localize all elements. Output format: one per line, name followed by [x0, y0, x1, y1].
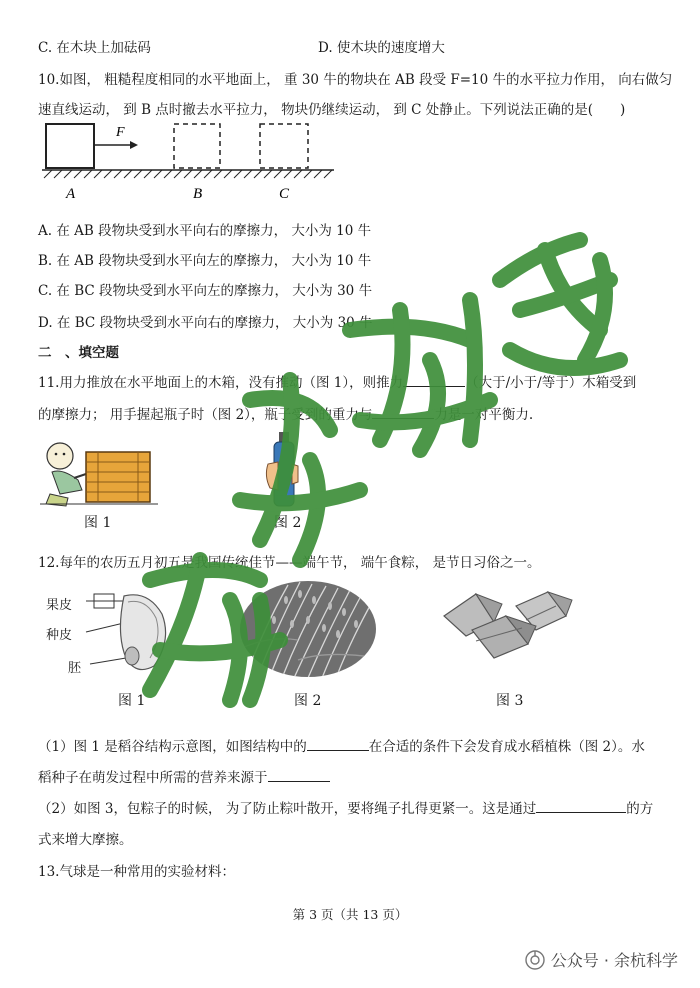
q10-stem-line2: 速直线运动， 到 B 点时撤去水平拉力， 物块仍继续运动， 到 C 处静止。下列说法正确的是( ) — [38, 102, 626, 118]
page-number: 第 3 页（共 13 页） — [292, 907, 408, 922]
q10-stem-line1: 10.如图， 粗糙程度相同的水平地面上， 重 30 牛的物块在 AB 段受 F=10 牛的水平拉力作用， 向右做匀 — [38, 72, 673, 88]
q11-line1-text-a: 11.用力推放在水平地面上的木箱，没有推动（图 1），则推力 — [38, 375, 404, 391]
q12-part2-line2: 式来增大摩擦。 — [38, 832, 133, 848]
q11-fig2-caption: 图 2 — [274, 515, 302, 531]
q10-option-c: C. 在 BC 段物块受到水平向左的摩擦力， 大小为 30 牛 — [38, 283, 373, 299]
q12-fig2-caption: 图 2 — [294, 693, 322, 709]
point-b-label: B — [193, 186, 203, 202]
q12-p2-text-a: （2）如图 3，包粽子的时候， 为了防止粽叶散开，要将绳子扎得更紧一。这是通过 — [38, 801, 537, 817]
q9-option-d: D. 使木块的速度增大 — [318, 40, 445, 56]
point-c-label: C — [279, 186, 290, 202]
point-a-label: A — [66, 186, 76, 202]
section-title: 二 、填空题 — [38, 345, 119, 361]
q13-stem: 13.气球是一种常用的实验材料： — [38, 864, 235, 880]
q12-p1-line2-text: 稻种子在萌发过程中所需的营养来源于 — [38, 770, 268, 786]
q12-fig3-caption: 图 3 — [496, 693, 524, 709]
force-label: F — [116, 125, 125, 140]
label-pei: 胚 — [68, 661, 82, 676]
q10-option-d: D. 在 BC 段物块受到水平向右的摩擦力， 大小为 30 牛 — [38, 315, 373, 331]
q11-fig1-caption: 图 1 — [84, 515, 112, 531]
q12-p1-text-a: （1）图 1 是稻谷结构示意图，如图结构中的 — [38, 739, 307, 755]
q10-option-a: A. 在 AB 段物块受到水平向右的摩擦力， 大小为 10 牛 — [38, 223, 372, 239]
q11-line2-text-b: 力是一对平衡力. — [434, 407, 534, 423]
q9-option-c: C. 在木块上加砝码 — [38, 40, 151, 56]
q11-line2-text-a: 的摩擦力； 用手握起瓶子时（图 2），瓶子受到的重力与 — [38, 407, 373, 423]
account-name: 公众号 · 余杭科学 — [550, 951, 678, 970]
q12-stem: 12.每年的农历五月初五是我国传统佳节——端午节， 端午食粽， 是节日习俗之一。 — [38, 555, 541, 571]
label-guopi: 果皮 — [46, 598, 73, 613]
q10-option-b: B. 在 AB 段物块受到水平向左的摩擦力， 大小为 10 牛 — [38, 253, 372, 269]
q12-p2-text-b: 的方 — [626, 801, 654, 817]
q12-p1-text-b: 在合适的条件下会发育成水稻植株（图 2）。水 — [368, 739, 645, 755]
q12-fig1-caption: 图 1 — [118, 693, 146, 709]
q11-line1-text-b: （大于/小于/等于）木箱受到 — [465, 375, 637, 391]
label-zhongpi: 种皮 — [46, 628, 73, 643]
